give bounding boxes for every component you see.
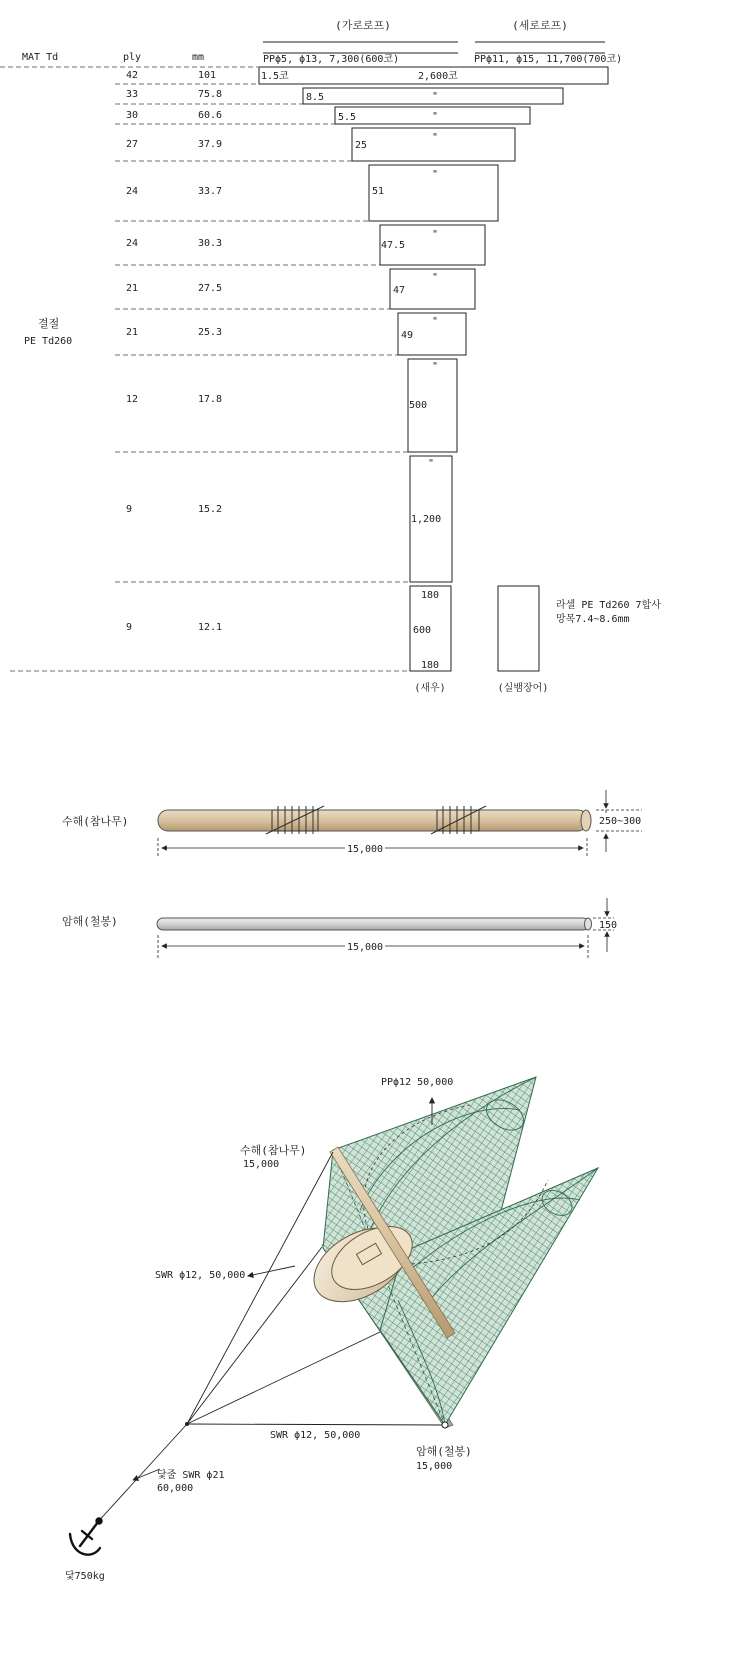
lower-beam-length: 15,000 xyxy=(346,942,384,953)
ditto-mark: " xyxy=(432,272,439,283)
panel-7-mesh-label: 47 xyxy=(393,285,406,296)
row-6-mm: 30.3 xyxy=(198,238,223,249)
codend-top-mesh: 180 xyxy=(421,590,440,601)
row-11-mm: 12.1 xyxy=(198,622,223,633)
column-ply-header: ply xyxy=(123,52,142,63)
beam-end-marker xyxy=(442,1422,448,1428)
row-11-ply: 9 xyxy=(126,622,133,633)
lower-steel-beam xyxy=(157,918,592,930)
net-specification-table xyxy=(0,18,661,694)
row-7-mm: 27.5 xyxy=(198,283,223,294)
material-twine-label: PE Td260 xyxy=(24,336,73,347)
lower-beam-name: 암해(철봉) xyxy=(62,915,118,928)
header-rope-horizontal: (가로로프) xyxy=(335,19,391,32)
rig-upper-beam-name: 수해(참나무) xyxy=(240,1144,307,1157)
panel-6-mesh-label: 47.5 xyxy=(381,240,406,251)
anchor-icon xyxy=(70,1519,102,1555)
panel-9-mesh-label: 500 xyxy=(409,400,428,411)
row-5-mm: 33.7 xyxy=(198,186,223,197)
ditto-mark: " xyxy=(432,361,439,372)
upper-beam-name: 수해(참나무) xyxy=(62,815,129,828)
anchor-line-length: 60,000 xyxy=(157,1483,194,1494)
panel-2-mesh-label: 8.5 xyxy=(306,92,325,103)
row-2-ply: 33 xyxy=(126,89,139,100)
ditto-mark: " xyxy=(432,111,439,122)
codend-eel xyxy=(498,586,539,671)
material-type-label: 결절 xyxy=(38,317,60,330)
panel-5-mesh-label: 51 xyxy=(372,186,385,197)
upper-beam-length: 15,000 xyxy=(346,844,384,855)
rope-horizontal-spec: PPϕ5, ϕ13, 7,300(600코) xyxy=(263,54,400,65)
row-1-ply: 42 xyxy=(126,70,139,81)
panel-4-mesh-label: 25 xyxy=(355,140,368,151)
ditto-mark: " xyxy=(428,458,435,469)
ditto-mark: " xyxy=(432,91,439,102)
codend-eel-label: (실뱀장어) xyxy=(497,683,549,694)
panel-10-mesh-label: 1,200 xyxy=(411,514,442,525)
row-separators xyxy=(0,67,408,671)
codend-shrimp-label: (새우) xyxy=(414,683,446,694)
row-8-mm: 25.3 xyxy=(198,327,223,338)
header-rope-vertical: (세로로프) xyxy=(512,19,568,32)
ditto-mark: " xyxy=(432,229,439,240)
row-4-ply: 27 xyxy=(126,139,139,150)
row-9-mm: 17.8 xyxy=(198,394,223,405)
rig-lower-beam-name: 암해(철봉) xyxy=(416,1445,472,1458)
pp-rope-label: PPϕ12 50,000 xyxy=(381,1077,454,1088)
panel-8-mesh-label: 49 xyxy=(401,330,414,341)
rig-lower-beam-length: 15,000 xyxy=(416,1461,453,1472)
swr-side-label: SWR ϕ12, 50,000 xyxy=(155,1270,246,1281)
bag-material-note: 라셀 PE Td260 7합사 xyxy=(556,600,661,611)
row-5-ply: 24 xyxy=(126,186,139,197)
swr-bottom-label: SWR ϕ12, 50,000 xyxy=(270,1430,361,1441)
row-6-ply: 24 xyxy=(126,238,139,249)
panel-3-mesh-label: 5.5 xyxy=(338,112,357,123)
row-8-ply: 21 xyxy=(126,327,139,338)
row-10-ply: 9 xyxy=(126,504,133,515)
row-9-ply: 12 xyxy=(126,394,139,405)
row-2-mm: 75.8 xyxy=(198,89,223,100)
lower-beam-diameter: 150 xyxy=(599,920,618,931)
bag-mesh-note: 망목7.4~8.6mm xyxy=(556,614,630,625)
ditto-mark: " xyxy=(432,169,439,180)
row-4-mm: 37.9 xyxy=(198,139,223,150)
column-mat-header: MAT Td xyxy=(22,52,59,63)
codend-bottom-mesh: 180 xyxy=(421,660,440,671)
rope-vertical-spec: PPϕ11, ϕ15, 11,700(700코) xyxy=(474,54,623,65)
anchor-line-label: 닻줄 SWR ϕ21 xyxy=(157,1470,225,1481)
codend-mesh-label: 600 xyxy=(413,625,432,636)
ditto-mark: " xyxy=(432,316,439,327)
row-1-mm: 101 xyxy=(198,70,217,81)
rig-upper-beam-length: 15,000 xyxy=(243,1159,280,1170)
row-10-mm: 15.2 xyxy=(198,504,223,515)
upper-wood-beam xyxy=(158,806,591,834)
column-mm-header: mm xyxy=(192,52,205,63)
row-3-mm: 60.6 xyxy=(198,110,223,121)
ditto-mark: " xyxy=(432,132,439,143)
anchor-weight-label: 닻750kg xyxy=(65,1571,105,1582)
ply-mm-values xyxy=(126,70,222,633)
total-mesh-label: 2,600코 xyxy=(418,71,458,82)
row-3-ply: 30 xyxy=(126,110,139,121)
panel-1-mesh-label: 1.5코 xyxy=(261,71,289,82)
beam-drawings xyxy=(62,790,642,958)
rope-junction xyxy=(185,1422,189,1426)
upper-beam-diameter: 250~300 xyxy=(599,816,642,827)
row-7-ply: 21 xyxy=(126,283,139,294)
rig-overview xyxy=(65,1077,598,1582)
